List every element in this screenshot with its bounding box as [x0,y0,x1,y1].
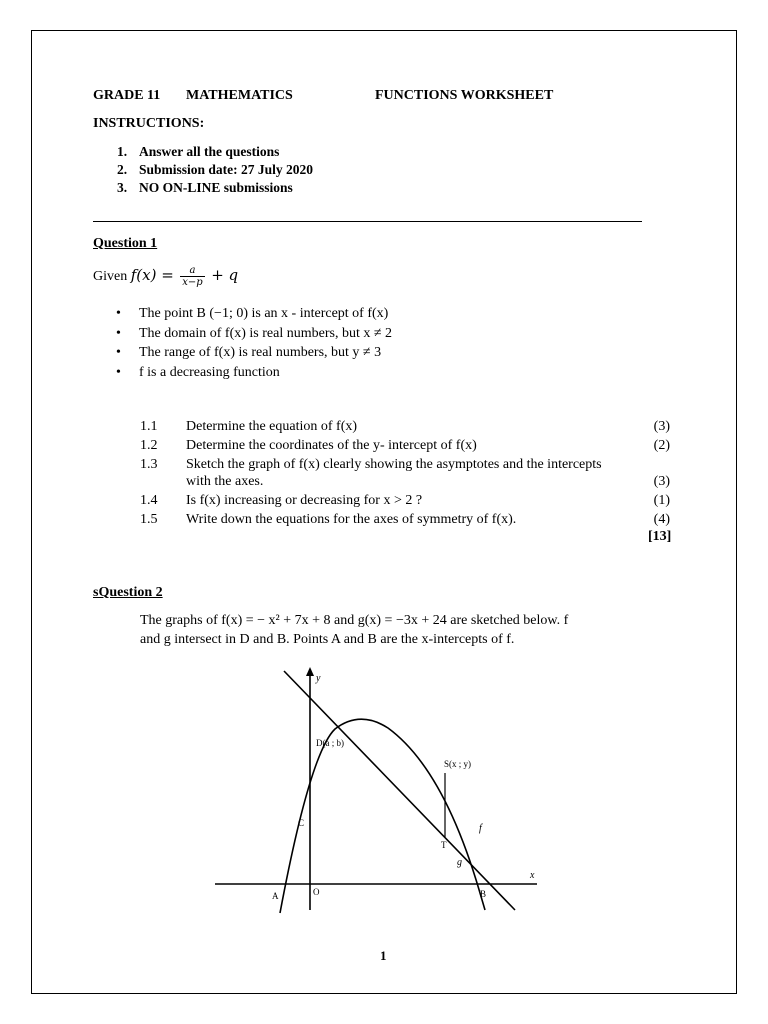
question-2-line-2: and g intersect in D and B. Points A and B are the x-intercepts of f. [140,632,515,647]
instruction-text-2: Submission date: 27 July 2020 [139,162,314,177]
point-t-label: T [441,840,447,850]
fraction-denominator: x−p [182,277,203,289]
question-1-heading: Question 1 [93,236,158,251]
question-row [140,473,670,491]
instruction-num-2: 2. [117,162,128,177]
question-text: Is f(x) increasing or decreasing for x > 2 ? [186,493,423,508]
question-number: 1.5 [140,512,158,527]
point-c-label: C [298,818,305,828]
point-d-label: D(a ; b) [316,738,344,748]
question-marks: (2) [653,438,670,453]
question-row [140,492,670,510]
given-fraction [180,265,204,288]
point-b-label: B [480,889,487,899]
given-rhs: + q [211,266,239,284]
conditions-list [116,304,392,382]
question-1-total: [13] [648,529,672,544]
instructions-heading: INSTRUCTIONS: [93,116,205,131]
x-axis-label: x [530,870,535,881]
y-axis-arrow [306,667,314,676]
question-row [140,437,670,455]
question-marks: (1) [653,493,670,508]
divider-line [93,221,642,222]
page-number: 1 [380,948,387,963]
question-row [140,511,670,529]
question-marks: (4) [653,512,670,527]
instruction-text-1: Answer all the questions [139,144,280,159]
question-text: Determine the coordinates of the y- intercept of f(x) [186,438,477,453]
question-number: 1.1 [140,419,158,434]
y-axis-label: y [316,673,321,684]
line-g [284,671,515,910]
question-text: with the axes. [186,474,264,489]
question-row [140,456,670,474]
curve-f-label: f [479,823,482,834]
question-text: Write down the equations for the axes of symmetry of f(x). [186,512,517,527]
question-number: 1.4 [140,493,158,508]
given-function [93,262,238,288]
condition-item: • The range of f(x) is real numbers, but y ≠ 3 [116,343,392,363]
instruction-text-3: NO ON-LINE submissions [139,180,293,195]
origin-label: O [313,887,320,897]
condition-item: • f is a decreasing function [116,363,392,383]
question-2-heading: sQuestion 2 [93,585,163,600]
given-prefix: Given [93,269,128,284]
question-2-line-1: The graphs of f(x) = − x² + 7x + 8 and g(x) = −3x + 24 are sketched below. f [140,613,569,628]
condition-item: • The point B (−1; 0) is an x - intercept of f(x) [116,304,392,324]
given-lhs: f(x) = [130,266,174,284]
question-text: Sketch the graph of f(x) clearly showing the asymptotes and the intercepts [186,457,602,472]
grade-label: GRADE 11 [93,88,161,103]
instruction-num-1: 1. [117,144,128,159]
line-g-label: g [457,857,462,868]
condition-item: • The domain of f(x) is real numbers, but x ≠ 2 [116,324,392,344]
worksheet-title: FUNCTIONS WORKSHEET [375,88,554,103]
question-number: 1.2 [140,438,158,453]
subject-label: MATHEMATICS [186,88,293,103]
point-a-label: A [272,891,279,901]
question-marks: (3) [653,474,670,489]
question-row [140,418,670,436]
question-number: 1.3 [140,457,158,472]
point-s-label: S(x ; y) [444,759,471,769]
question-marks: (3) [653,419,670,434]
instruction-num-3: 3. [117,180,128,195]
function-graph [210,665,540,915]
fraction-numerator: a [180,265,204,277]
question-text: Determine the equation of f(x) [186,419,358,434]
